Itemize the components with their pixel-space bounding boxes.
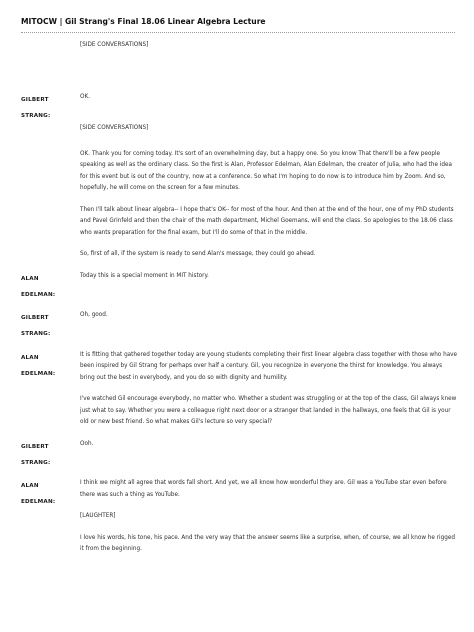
transcript-entry bbox=[0, 439, 474, 479]
speaker-name: GILBERT STRANG: bbox=[21, 96, 51, 119]
paragraph: I've watched Gil encourage everybody, no matter who. Whether a student was struggling or at the top of the class, Gil always knew just what to say. Whether you were a colleague right next door or a stranger that landed in the hallways, one feels that Gil is your old or new best friend. So what makes Gil's lecture so very special? bbox=[80, 396, 457, 425]
transcript bbox=[0, 40, 474, 566]
speech-text bbox=[80, 478, 458, 556]
paragraph: [LAUGHTER] bbox=[80, 513, 116, 519]
speaker-name: GILBERT STRANG: bbox=[21, 443, 51, 466]
speech-text bbox=[80, 439, 458, 479]
paragraph: It is fitting that gathered together today are young students completing their first linear algebra class together with those who have been inspired by Gil Strang for perhaps over half a century. Gil, you recognize in everyone the thirst for knowledge. You always bring out the best in everybody, and you do so with dignity and humility. bbox=[80, 351, 458, 381]
speech-text bbox=[80, 271, 458, 311]
document-title: MITOCW | Gil Strang's Final 18.06 Linear Algebra Lecture bbox=[21, 17, 455, 33]
paragraph: Oh, good. bbox=[80, 312, 108, 318]
speaker-name: ALAN EDELMAN: bbox=[21, 275, 56, 298]
transcript-entry bbox=[0, 92, 474, 261]
paragraph: Then I'll talk about linear algebra-- I hope that's OK-- for most of the hour. And then at the end of the hour, one of my PhD students and Pavel Grinfeld and then the chair of the math department, Michel Goemans, will end the class. So apologies to the 18.06 class who wants preparation for the final exam, but I'll do some of that in the middle. bbox=[80, 206, 454, 236]
transcript-entry bbox=[0, 478, 474, 556]
paragraph: I think we might all agree that words fall short. And yet, we all know how wonderful they are. Gil was a YouTube star even before there was such a thing as YouTube. bbox=[80, 480, 447, 498]
transcript-entry bbox=[0, 350, 474, 429]
paragraph: Today this is a special moment in MIT history. bbox=[80, 272, 209, 279]
speaker-name: ALAN EDELMAN: bbox=[21, 354, 56, 377]
speech-text bbox=[80, 350, 458, 429]
paragraph: OK. Thank you for coming today. It's sort of an overwhelming day, but a happy one. So you know That there'll be a few people speaking as well as the ordinary class. So the first is Alan, Professor Edelman, Alan Edelman, the creator of Julia, who had the idea for this event but is out of the country, now at a conference. So what I'm hoping to do now is to introduce him by Zoom. And so, hopefully, he will come on the screen for a few minutes. bbox=[80, 150, 452, 191]
paragraph: Ooh. bbox=[80, 440, 94, 447]
paragraph: OK. bbox=[80, 93, 91, 100]
speaker-name: GILBERT STRANG: bbox=[21, 315, 51, 337]
speaker-name: ALAN EDELMAN: bbox=[21, 483, 56, 505]
speech-text bbox=[80, 92, 458, 261]
paragraph: I love his words, his tone, his pace. And the very way that the answer seems like a surprise, when, of course, we all know he rigged it from the beginning. bbox=[80, 534, 455, 552]
transcript-entry bbox=[0, 310, 474, 350]
transcript-entry bbox=[0, 271, 474, 311]
paragraph: So, first of all, if the system is ready to send Alan's message, they could go ahead. bbox=[80, 251, 316, 257]
paragraph: [SIDE CONVERSATIONS] bbox=[80, 125, 149, 131]
speech-text bbox=[80, 40, 458, 52]
speech-text bbox=[80, 310, 458, 350]
transcript-entry bbox=[0, 40, 474, 52]
paragraph: [SIDE CONVERSATIONS] bbox=[80, 42, 149, 48]
